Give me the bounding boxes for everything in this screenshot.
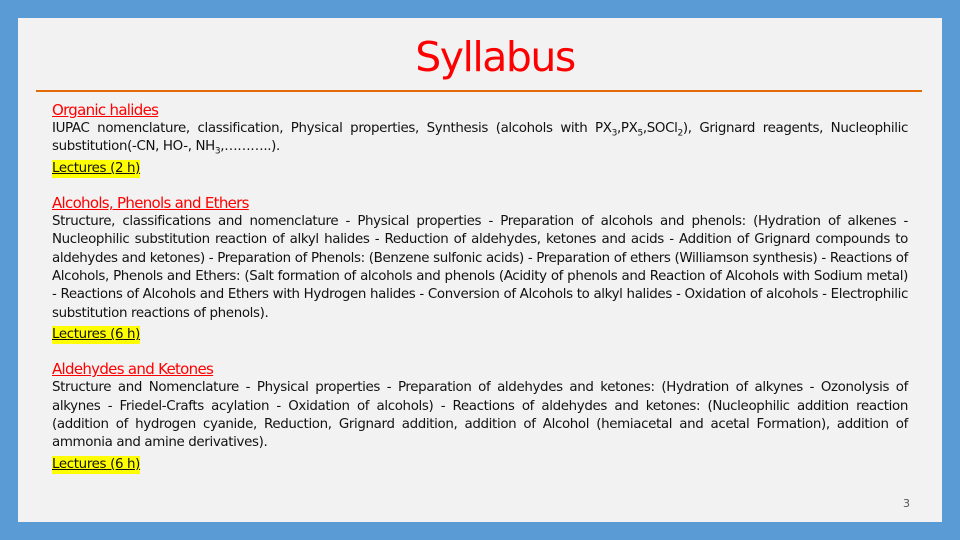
subscript: 3 — [611, 128, 617, 139]
section-heading: Aldehydes and Ketones — [52, 360, 214, 379]
title-divider — [36, 90, 922, 92]
lecture-hours: Lectures (6 h) — [52, 327, 141, 343]
section-aldehydes-ketones — [52, 359, 908, 474]
lecture-hours: Lectures (2 h) — [52, 160, 141, 176]
body-text: ,SOCl — [642, 121, 678, 136]
subscript: 5 — [637, 128, 643, 139]
section-alcohols-phenols-ethers — [52, 193, 908, 344]
section-body: Structure, classifications and nomenclature - Physical properties - Preparation of alcohols and phenols: (Hydration of alkenes - Nucleophilic substitution reaction of alkyl halides - Reduction of aldehydes, ketones and acids - Addition of Grignard compounds to aldehydes and ketones) - Preparation of Phenols: (Benzene sulfonic acids) - Preparation of ethers (Williamson synthesis) - Reactions of Alcohols, Phenols and Ethers: (Salt formation of alcohols and phenols (Acidity of phenols and Reaction of Alcohols with Sodium metal) - Reactions of Alcohols and Ethers with Hydrogen halides - Conversion of Alcohols to alkyl halides - Oxidation of alcohols - Electrophilic substitution reactions of phenols). — [52, 213, 908, 321]
slide-content — [52, 100, 908, 474]
slide-title: Syllabus — [415, 33, 575, 81]
section-body — [52, 120, 908, 157]
section-heading: Organic halides — [52, 101, 159, 119]
subscript: 2 — [677, 128, 683, 139]
section-heading: Alcohols, Phenols and Ethers — [52, 193, 249, 212]
lecture-hours: Lectures (6 h) — [52, 456, 141, 472]
body-text: ), Grignard reagents, Nucleophilic substitution(-CN, HO-, NH — [52, 121, 908, 155]
page-number: 3 — [903, 497, 910, 510]
section-organic-halides — [52, 100, 908, 178]
body-text: ,PX — [616, 121, 638, 136]
subscript: 3 — [214, 147, 221, 158]
section-body: Structure and Nomenclature - Physical properties - Preparation of aldehydes and ketones: (Hydration of alkynes - Ozonolysis of alkynes - Friedel-Crafts acylation - Oxidation of alcohols) - Reactions of aldehydes and ketones: (Nucleophilic addition reaction (addition of hydrogen cyanide, Reduction, Grignard addition, addition of Alcohol (hemiacetal and acetal Formation), addition of ammonia and amine derivatives). — [52, 380, 908, 451]
body-text: IUPAC nomenclature, classification, Physical properties, Synthesis (alcohols with PX — [52, 121, 612, 136]
slide — [18, 18, 942, 522]
body-text: ,………..). — [220, 139, 280, 155]
